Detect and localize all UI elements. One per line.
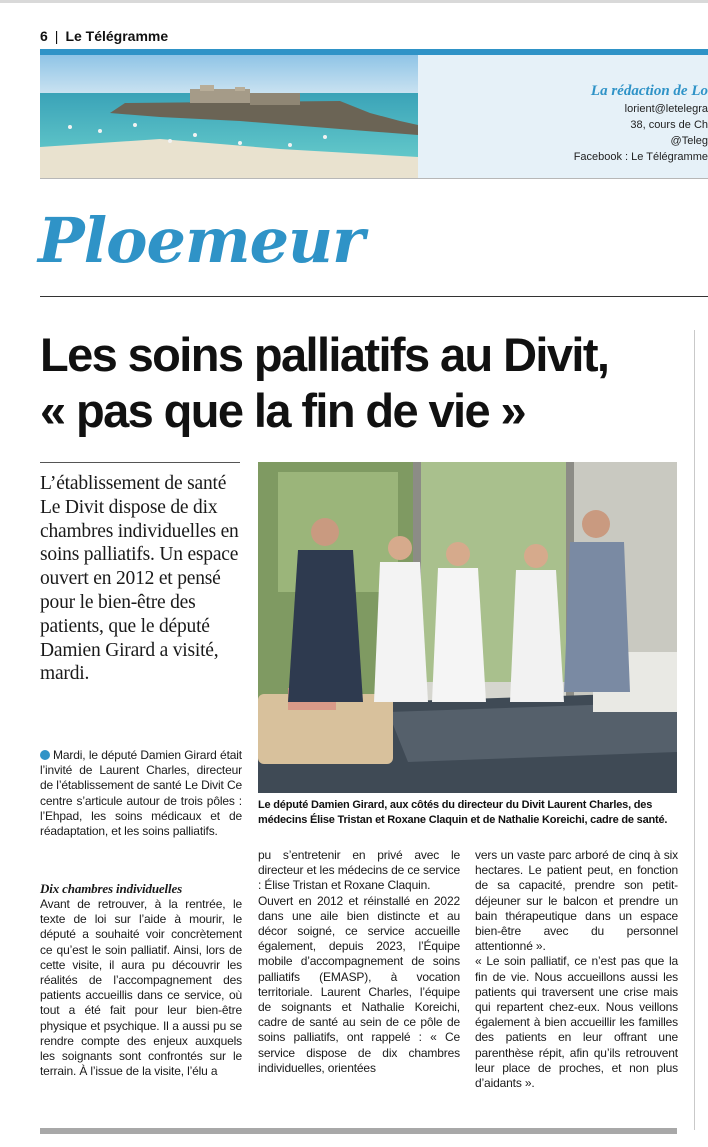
section-rule <box>40 296 708 297</box>
section-banner <box>40 55 708 178</box>
article-photo <box>258 462 677 793</box>
column-rule <box>694 330 695 1130</box>
body-paragraph-1: Avant de retrouver, à la rentrée, le texte de loi sur l’aide à mourir, le député a souhaité voir concrètement ce qu’est le soin palliatif. Ainsi, lors de cette visite, il aura pu découvrir les réalités de l’accompagnement des patients accueillis dans ce service, où tout a été fait pour leur bien-être physique et psychique. Il a aussi pu se rendre compte des enjeux auxquels les soignants sont confrontés sur le terrain. À l’issue de la visite, l’élu a <box>40 897 242 1079</box>
newsroom-title: La rédaction de Lo <box>590 83 708 99</box>
page-header <box>40 28 168 44</box>
article-subhead: Dix chambres individuelles <box>40 881 182 896</box>
body-paragraph-2a: pu s’entretenir en privé avec le directeur et les médecins de ce service : Élise Tristan et Roxane Claquin. <box>258 848 460 893</box>
banner-bottom-rule <box>40 178 708 179</box>
bullet-dot-icon <box>40 750 50 760</box>
section-title: Ploemeur <box>38 204 364 277</box>
newsroom-email[interactable]: lorient@letelegra <box>624 103 708 115</box>
headline-line-2: « pas que la fin de vie » <box>40 384 526 437</box>
article-column-2 <box>258 848 460 1076</box>
newspaper-brand: Le Télégramme <box>65 28 169 44</box>
newsroom-contact <box>438 81 708 165</box>
body-paragraph-3b: « Le soin palliatif, ce n’est pas que la fin de vie. Nous accueillons aussi les patients qui traversent une crise mais qui repartent chez-eux. Nous veillons également à bien accueillir les familles des patients en leur offrant une parenthèse répit, afin qu’ils retrouvent leur place de proches, et non plus d’aidants ». <box>475 954 678 1091</box>
headline-line-1: Les soins palliatifs au Divit, <box>40 328 609 381</box>
article-intro: L’établissement de santé Le Divit dispose de dix chambres individuelles en soins palliatifs. Un espace ouvert en 2012 et pensé pour le bien-être des patients, que le député Damien Girard a visité, mardi. <box>40 473 239 685</box>
article-headline <box>40 327 700 439</box>
article-column-1 <box>40 880 242 1079</box>
coast-photo <box>40 55 418 178</box>
group-photo-illustration <box>258 462 677 793</box>
newsroom-facebook[interactable]: Facebook : Le Télégramme <box>573 151 708 163</box>
header-separator: | <box>54 28 59 44</box>
newsroom-address: 38, cours de Ch <box>630 119 708 131</box>
lead-text: Mardi, le député Damien Girard était l’invité de Laurent Charles, directeur de l’établissement de santé Le Divit Ce centre s’articule autour de trois pôles : l’Ehpad, les soins médicaux et de réadaptation, et les soins palliatifs. <box>40 748 242 839</box>
chapo-rule <box>40 462 240 463</box>
article-column-3 <box>475 848 678 1091</box>
page-top-rule <box>0 0 708 3</box>
newsroom-handle[interactable]: @Teleg <box>670 135 708 147</box>
page-bottom-bar <box>40 1128 677 1134</box>
body-paragraph-2b: Ouvert en 2012 et réinstallé en 2022 dans une aile bien distincte et au décor soigné, ce service accueille également, depuis 2023, l’Équipe mobile d’accompagnement de soins palliatifs (EMASP), à vocation territoriale. Laurent Charles, l’équipe de soignants et Nathalie Koreichi, cadre de santé au sein de ce pôle de soins palliatifs, ont rappelé : « Ce service dispose de dix chambres individuelles, orientées <box>258 893 460 1075</box>
body-paragraph-3a: vers un vaste parc arboré de cinq à six hectares. Le patient peut, en fonction de sa capacité, prendre son petit-déjeuner sur le balcon et prendre un bain thérapeutique dans un espace bien-être avec du personnel attentionné ». <box>475 848 678 954</box>
article-lead <box>40 748 242 839</box>
photo-caption: Le député Damien Girard, aux côtés du directeur du Divit Laurent Charles, des médecins Élise Tristan et Roxane Claquin et de Nathalie Koreichi, cadre de santé. <box>258 799 668 826</box>
page-number: 6 <box>40 28 48 44</box>
